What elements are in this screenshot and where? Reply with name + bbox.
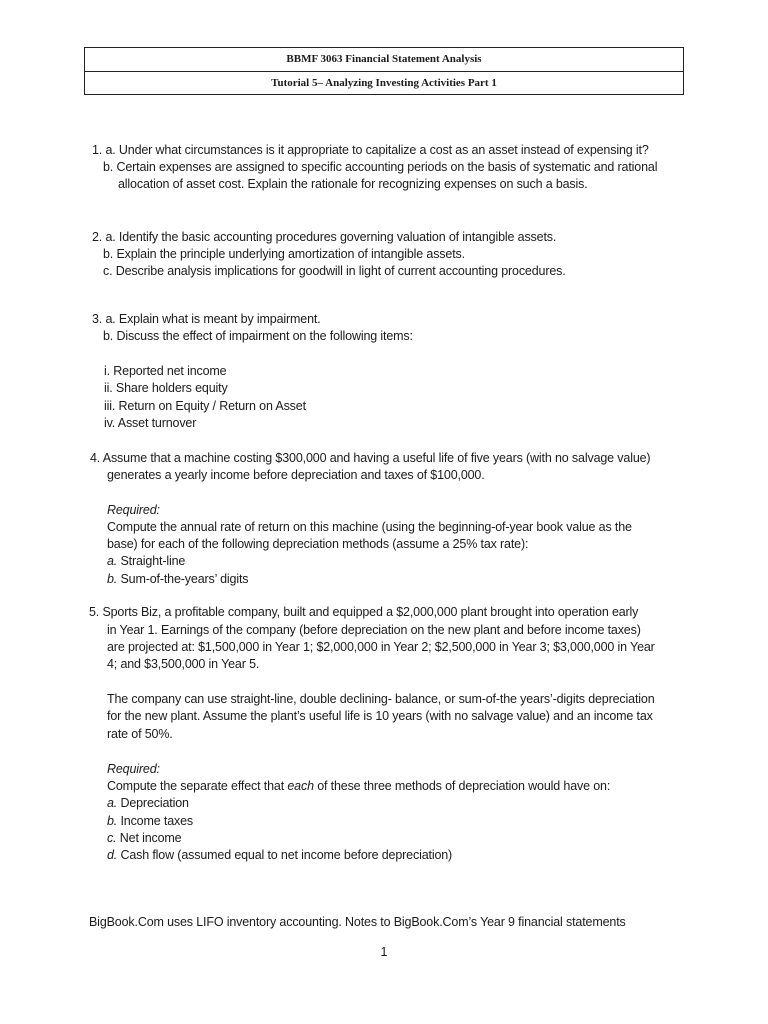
option-text: Income taxes — [120, 814, 193, 828]
q5-para-line3: rate of 50%. — [107, 727, 173, 741]
option-text: Sum-of-the-years’ digits — [120, 572, 249, 586]
q4-line1: 4. Assume that a machine costing $300,000 and having a useful life of five years (with no salvage value) — [90, 451, 651, 465]
option-letter: c. — [107, 831, 117, 845]
q5-option-b — [107, 813, 193, 830]
q5-compute-line — [107, 778, 610, 795]
option-letter: b. — [107, 814, 118, 828]
course-title: BBMF 3063 Financial Statement Analysis — [286, 53, 482, 65]
option-letter: b. — [107, 572, 118, 586]
q3-part-b: b. Discuss the effect of impairment on the following items: — [103, 329, 413, 343]
option-text: Net income — [119, 831, 182, 845]
q1-part-b-line1: b. Certain expenses are assigned to specific accounting periods on the basis of systematic and rational — [103, 160, 658, 174]
option-letter: a. — [107, 554, 118, 568]
q3-item: iv. Asset turnover — [104, 416, 197, 430]
q5-option-a — [107, 795, 189, 812]
q3-part-a: 3. a. Explain what is meant by impairment. — [92, 312, 321, 326]
q5-line4: 4; and $3,500,000 in Year 5. — [107, 657, 260, 671]
q5-line1: 5. Sports Biz, a profitable company, built and equipped a $2,000,000 plant brought into operation early — [89, 605, 639, 619]
q3-item: i. Reported net income — [104, 364, 227, 378]
option-letter: d. — [107, 848, 118, 862]
page-number: 1 — [380, 945, 388, 959]
compute-emphasis: each — [287, 779, 314, 793]
q5-line2: in Year 1. Earnings of the company (before depreciation on the new plant and before income taxes) — [107, 623, 641, 637]
tutorial-title: Tutorial 5– Analyzing Investing Activities Part 1 — [85, 71, 683, 95]
compute-text-pre: Compute the separate effect that — [107, 779, 285, 793]
q5-option-d — [107, 847, 452, 864]
compute-text-post: of these three methods of depreciation would have on: — [317, 779, 611, 793]
q5-para-line1: The company can use straight-line, double declining- balance, or sum-of-the years’-digits depreciation — [107, 692, 655, 706]
q4-required-label: Required: — [107, 503, 160, 517]
option-text: Straight-line — [120, 554, 186, 568]
q1-part-a: 1. a. Under what circumstances is it appropriate to capitalize a cost as an asset instead of expensing it? — [92, 143, 649, 157]
continuation-text: BigBook.Com uses LIFO inventory accounting. Notes to BigBook.Com’s Year 9 financial statements — [89, 915, 626, 929]
q5-para-line2: for the new plant. Assume the plant’s useful life is 10 years (with no salvage value) and an income tax — [107, 709, 653, 723]
q4-compute-line2: base) for each of the following depreciation methods (assume a 25% tax rate): — [107, 537, 529, 551]
q3-item: ii. Share holders equity — [104, 381, 228, 395]
q5-line3: are projected at: $1,500,000 in Year 1; $2,000,000 in Year 2; $2,500,000 in Year 3; $3,000,000 in Year — [107, 640, 655, 654]
q1-part-b-line2: allocation of asset cost. Explain the rationale for recognizing expenses on such a basis. — [118, 177, 588, 191]
q2-part-b: b. Explain the principle underlying amortization of intangible assets. — [103, 247, 465, 261]
q5-option-c — [107, 830, 182, 847]
q4-option-b — [107, 571, 248, 588]
q3-item: iii. Return on Equity / Return on Asset — [104, 399, 306, 413]
option-text: Depreciation — [120, 796, 189, 810]
q5-required-label: Required: — [107, 762, 160, 776]
q4-option-a — [107, 553, 185, 570]
q2-part-a: 2. a. Identify the basic accounting procedures governing valuation of intangible assets. — [92, 230, 557, 244]
option-letter: a. — [107, 796, 118, 810]
header-box — [84, 47, 684, 95]
q4-compute-line1: Compute the annual rate of return on this machine (using the beginning-of-year book value as the — [107, 520, 632, 534]
q2-part-c: c. Describe analysis implications for goodwill in light of current accounting procedures. — [103, 264, 566, 278]
q4-line2: generates a yearly income before depreciation and taxes of $100,000. — [107, 468, 485, 482]
option-text: Cash flow (assumed equal to net income before depreciation) — [120, 848, 453, 862]
